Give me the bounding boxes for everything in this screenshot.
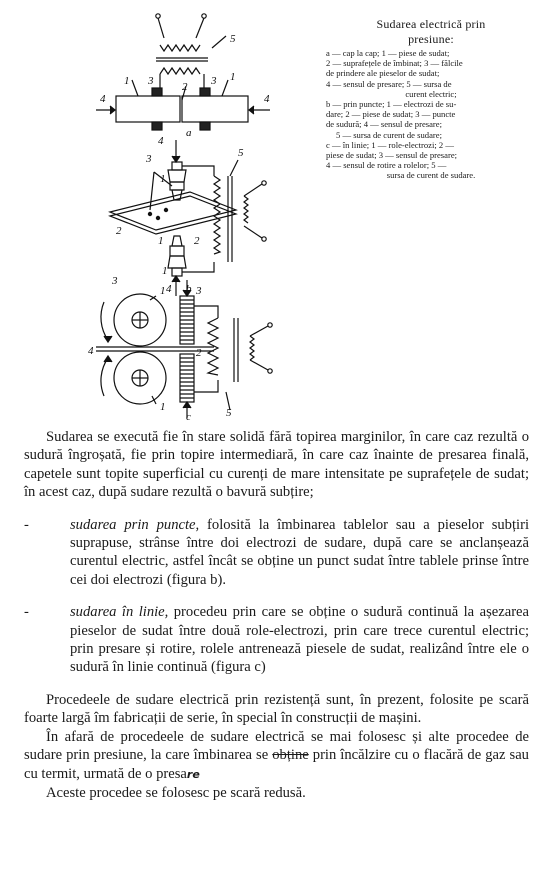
- figure-caption: [326, 18, 536, 181]
- caption-line: curent electric;: [405, 88, 457, 99]
- label-5: 5: [230, 33, 236, 45]
- body-text: [24, 428, 529, 802]
- label-1: 1: [160, 173, 166, 185]
- handwritten-correction: re: [186, 767, 200, 781]
- bullet-spot-welding: [24, 516, 529, 590]
- label-4: 4: [264, 93, 270, 105]
- figure-b-spot-welding: [110, 140, 266, 296]
- label-2: 2: [196, 347, 202, 359]
- label-1: 1: [162, 265, 168, 277]
- label-1: 1: [160, 285, 166, 297]
- struck-word: obține: [272, 747, 309, 764]
- caption-line: de prindere ale pieselor de sudat;: [326, 68, 440, 79]
- label-4: 4: [158, 135, 164, 147]
- label-3: 3: [196, 285, 202, 297]
- label-3: 3: [211, 75, 217, 87]
- bullet-dash: -: [24, 604, 29, 621]
- caption-title-line1: Sudarea electrică prin: [376, 17, 486, 31]
- label-4: 4: [100, 93, 106, 105]
- label-1: 1: [230, 71, 236, 83]
- welding-figure: [0, 0, 330, 425]
- spot-welding-description: folosită la îmbinarea tablelor sau a pieselor subțiri suprapuse, strânse între doi electrozi de sudare, după care se anclanșează curentul electric, astfel încât se obține un punct sudat între tablele prinse între cei doi electrozi (figura b).: [70, 516, 529, 588]
- caption-line: sursa de curent de sudare.: [386, 170, 476, 181]
- caption-line: a — cap la cap; 1 — piese de sudat;: [326, 48, 450, 58]
- figure-a-butt-welding: [96, 14, 270, 130]
- paragraph-other-methods: [24, 728, 529, 784]
- label-1: 1: [160, 401, 166, 413]
- caption-line: de sudură; 4 — sensul de presare;: [326, 119, 442, 130]
- other-methods-text-b: prin încălzire cu o flacără de gaz sau cu termit, urmată de o presa: [24, 747, 529, 782]
- term-spot-welding: sudarea prin puncte,: [70, 516, 200, 533]
- caption-line: c — în linie; 1 — role-electrozi; 2 —: [326, 139, 454, 150]
- term-seam-welding: sudarea în linie,: [70, 604, 169, 621]
- paragraph-reduced-use: Aceste procedee se folosesc pe scară redusă.: [46, 784, 306, 801]
- figure-c-seam-welding: [96, 280, 272, 418]
- label-3: 3: [112, 275, 118, 287]
- label-1: 1: [158, 235, 164, 247]
- label-3: 3: [146, 153, 152, 165]
- label-4: 4: [166, 283, 172, 295]
- label-a: a: [186, 127, 192, 139]
- paragraph-resistance: Procedeele de sudare electrică prin rezistență sunt, în prezent, folosite pe scară foarte largă îm fabricații de serie, în special în construcții de mașini.: [24, 691, 529, 727]
- bullet-dash: -: [24, 516, 29, 533]
- label-1: 1: [124, 75, 130, 87]
- label-b: b: [186, 283, 192, 295]
- seam-welding-description: procedeu prin care se obține o sudură continuă la așezarea pieselor de sudat între două role-electrozi, prin care trece curentul electric; prin presare și rotire, rolele antrenează piesele de sudat, realizând între ele o sudură în linie continuă (figura c): [70, 604, 530, 676]
- paragraph-solid-state: Sudarea se execută fie în stare solidă fără topirea marginilor, în care caz rezultă o sudură îngroșată, fie prin topire intermediară, în care caz înainte de presarea finală, capetele sunt topite superficial cu curenți de mare intensitate pe suprafețele de sudat; în acest caz, după sudare rezultă o bavură subțire;: [24, 429, 529, 501]
- caption-line: 5 — sursa de curent de sudare;: [336, 129, 442, 140]
- label-c: c: [186, 411, 191, 423]
- caption-line: 4 — sensul de rotire a rolelor; 5 —: [326, 160, 447, 171]
- label-2: 2: [182, 81, 188, 93]
- label-5: 5: [226, 407, 232, 419]
- other-methods-text-a: În afară de procedeele de sudare electrică se mai folosesc și alte procedee de sudare prin presiune, la care îmbinarea se: [24, 728, 529, 764]
- caption-line: 4 — sensul de presare; 5 — sursa de: [326, 78, 452, 89]
- label-2: 2: [116, 225, 122, 237]
- bullet-seam-welding: [24, 603, 529, 677]
- label-3: 3: [148, 75, 154, 87]
- caption-line: dare; 2 — piese de sudat; 3 — puncte: [326, 109, 456, 120]
- label-5: 5: [238, 147, 244, 159]
- label-2: 2: [194, 235, 200, 247]
- caption-line: piese de sudat; 3 — sensul de presare;: [326, 150, 458, 161]
- caption-line: b — prin puncte; 1 — electrozi de su-: [326, 99, 457, 110]
- caption-line: 2 — suprafețele de îmbinat; 3 — fălcile: [326, 58, 463, 69]
- label-4: 4: [88, 345, 94, 357]
- caption-title-line2: presiune:: [408, 32, 454, 46]
